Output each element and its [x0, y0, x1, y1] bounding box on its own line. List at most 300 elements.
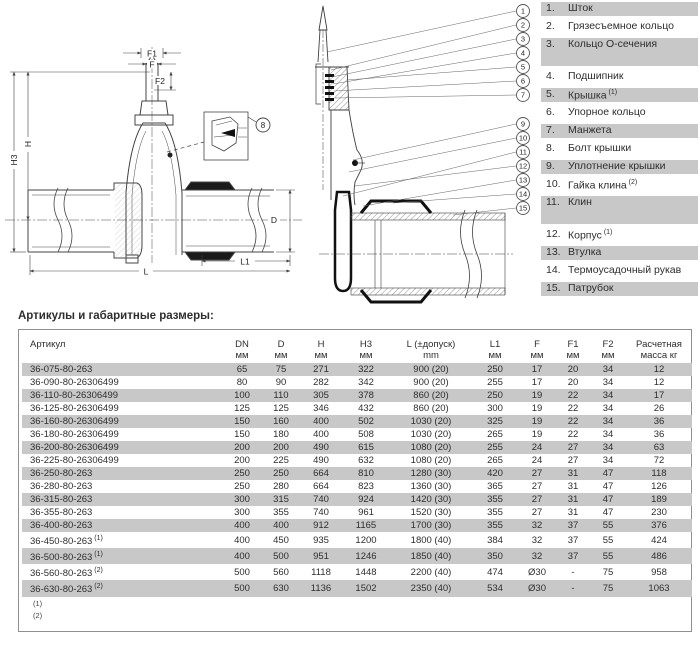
table-row — [22, 428, 692, 441]
column-unit: mm — [423, 350, 439, 361]
parts-list-item — [541, 264, 698, 278]
table-cell: 615 — [342, 441, 390, 454]
table-cell: 250 — [262, 467, 300, 480]
table-cell: 36 — [626, 415, 692, 428]
table-cell: 1280 (30) — [390, 467, 472, 480]
table-cell: 1360 (30) — [410, 481, 452, 492]
detail-callout-number: 8 — [260, 121, 266, 130]
table-cell: 1700 (30) — [390, 519, 472, 532]
article-cell: 36-225-80-26306499 — [30, 455, 119, 466]
table-cell: 22 — [556, 415, 590, 428]
row-footnote-marker: (2) — [92, 583, 103, 591]
table-row — [22, 454, 692, 467]
parts-list-item — [541, 20, 698, 34]
detail-inset — [167, 112, 270, 160]
column-header: L1 — [489, 339, 501, 350]
column-header-row — [22, 334, 692, 350]
valve-side-view-diagram — [2, 25, 307, 310]
table-cell: 2350 (40) — [390, 580, 472, 596]
callout-leader-line — [327, 11, 516, 52]
table-footnotes — [33, 598, 42, 622]
callout-number: 3 — [520, 34, 526, 44]
table-cell: 17 — [518, 363, 556, 376]
table-cell: - — [556, 580, 590, 596]
callout-number: 12 — [518, 161, 528, 171]
table-cell: 900 (20) — [390, 363, 472, 376]
column-header: F1 — [567, 339, 579, 350]
table-cell: 19 — [531, 403, 543, 414]
table-cell: 365 — [487, 481, 503, 492]
table-cell: 632 — [358, 455, 374, 466]
callout-number: 13 — [518, 175, 528, 185]
table-cell: 355 — [472, 519, 518, 532]
table-cell: 32 — [518, 519, 556, 532]
footnote: (2) — [33, 611, 43, 620]
table-cell: 355 — [487, 507, 503, 518]
part-number: 4. — [546, 70, 555, 82]
column-unit: мм — [530, 350, 544, 361]
table-row — [22, 441, 692, 454]
table-cell: 1520 (30) — [410, 507, 452, 518]
part-label: Крышка $^{(1)}$ — [568, 89, 618, 102]
table-cell: 250 — [472, 363, 518, 376]
table-cell: 22 — [567, 403, 579, 414]
table-cell: 1246 — [342, 548, 390, 564]
table-cell: 424 — [651, 534, 667, 546]
cross-section-artwork — [315, 6, 513, 302]
column-header: H3 — [359, 339, 373, 350]
table-cell: 630 — [262, 580, 300, 596]
callout-leader-line — [349, 138, 516, 172]
article-cell: 36-125-80-26306499 — [30, 403, 119, 414]
part-number: 11. — [546, 196, 560, 208]
table-cell: 250 — [234, 481, 250, 492]
callout-leader-line — [334, 81, 516, 91]
table-cell: 20 — [556, 363, 590, 376]
table-cell: 12 — [653, 377, 665, 388]
table-cell: 31 — [556, 467, 590, 480]
table-cell: 230 — [651, 507, 667, 518]
table-cell: 810 — [342, 467, 390, 480]
part-number: 1. — [546, 2, 555, 14]
table-row — [22, 493, 692, 506]
parts-list-item — [541, 2, 698, 16]
parts-list-item — [541, 124, 698, 138]
callout-number: 2 — [520, 20, 526, 30]
table-cell: 34 — [590, 363, 626, 376]
callout-number: 14 — [518, 189, 528, 199]
table-cell: 486 — [626, 548, 692, 564]
table-cell: 27 — [567, 455, 579, 466]
part-number: 6. — [546, 106, 555, 118]
table-cell: 47 — [602, 507, 614, 518]
table-cell: 400 — [234, 534, 250, 546]
table-cell: 47 — [602, 481, 614, 492]
table-cell: 1420 (30) — [390, 493, 472, 506]
dimension-lines — [10, 48, 295, 275]
table-cell: 37 — [556, 548, 590, 564]
table-row — [22, 467, 692, 480]
table-cell: 355 — [273, 507, 289, 518]
table-cell: 420 — [472, 467, 518, 480]
parts-list-item — [541, 106, 698, 120]
table-cell: 250 — [222, 467, 262, 480]
table-cell: 90 — [275, 377, 287, 388]
table-cell: 55 — [590, 548, 626, 564]
article-cell: 36-560-80-263 $^{(2)}$ — [30, 567, 103, 580]
part-label: Патрубок — [568, 282, 614, 294]
table-cell: 860 (20) — [413, 403, 449, 414]
part-label: Клин — [568, 196, 592, 208]
table-cell: 37 — [556, 519, 590, 532]
table-cell: 1200 — [355, 534, 377, 546]
table-cell: 31 — [567, 507, 579, 518]
table-cell: 912 — [300, 519, 342, 532]
parts-list-item — [541, 196, 698, 224]
part-number: 13. — [546, 246, 561, 258]
table-cell: 500 — [262, 548, 300, 564]
section-title: Артикулы и габаритные размеры: — [18, 310, 214, 322]
table-cell: 265 — [487, 455, 503, 466]
table-cell: 490 — [313, 455, 329, 466]
parts-list-item — [541, 88, 698, 102]
table-cell: 47 — [590, 493, 626, 506]
table-cell: 400 — [300, 415, 342, 428]
article-cell: 36-090-80-26306499 — [30, 377, 119, 388]
table-cell: 300 — [222, 493, 262, 506]
dim-label-d: D — [270, 215, 278, 225]
table-cell: 31 — [567, 481, 579, 492]
table-cell: 150 — [234, 429, 250, 440]
table-cell: 1030 (20) — [390, 415, 472, 428]
callout-leader-line — [347, 67, 516, 80]
table-cell: 100 — [222, 389, 262, 402]
dim-label-l1: L1 — [240, 256, 250, 267]
table-row — [22, 506, 692, 519]
column-header: Расчетная — [636, 339, 682, 350]
table-cell: 384 — [487, 534, 503, 546]
table-cell: 27 — [531, 481, 543, 492]
table-cell: 22 — [556, 389, 590, 402]
callout-leader-line — [393, 194, 516, 203]
table-cell: 560 — [273, 566, 289, 578]
table-cell: 1030 (20) — [410, 429, 452, 440]
table-cell: 400 — [262, 519, 300, 532]
table-cell: 19 — [518, 389, 556, 402]
part-label: Манжета — [568, 124, 612, 136]
column-header: DN — [235, 339, 249, 350]
column-unit: мм — [314, 350, 328, 361]
callout-number: 5 — [520, 62, 526, 72]
article-cell: 36-075-80-263 — [22, 363, 222, 376]
table-row — [22, 532, 692, 548]
parts-list-item — [541, 178, 698, 192]
callout-leader-line — [355, 166, 516, 186]
table-cell: 200 — [222, 441, 262, 454]
table-row — [22, 402, 692, 415]
table-cell: 255 — [472, 441, 518, 454]
table-cell: 55 — [590, 519, 626, 532]
table-cell: 27 — [518, 467, 556, 480]
part-label: Втулка — [568, 246, 602, 258]
table-cell: 55 — [602, 534, 614, 546]
column-unit: масса кг — [640, 350, 678, 361]
article-cell: 36-630-80-263 $^{(2)}$ — [22, 580, 222, 596]
table-cell: 500 — [234, 566, 250, 578]
table-cell: 150 — [222, 415, 262, 428]
part-label: Гайка клина $^{(2)}$ — [568, 179, 638, 192]
article-cell: 36-110-80-26306499 — [22, 389, 222, 402]
callout-leader-line — [343, 152, 516, 196]
parts-list-item — [541, 142, 698, 156]
column-header: F2 — [602, 339, 614, 350]
table-cell: 225 — [273, 455, 289, 466]
table-cell: 27 — [531, 507, 543, 518]
article-cell: 36-500-80-263 $^{(1)}$ — [22, 548, 222, 564]
dimensions-table — [22, 334, 692, 597]
table-cell: 315 — [262, 493, 300, 506]
part-footnote-marker: (1) — [606, 89, 618, 96]
table-cell: 664 — [300, 467, 342, 480]
table-cell: 400 — [222, 548, 262, 564]
article-cell: 36-315-80-263 — [22, 493, 222, 506]
column-unit-row — [22, 350, 692, 363]
table-cell: 1136 — [300, 580, 342, 596]
table-cell: 342 — [358, 377, 374, 388]
table-cell: 72 — [653, 455, 665, 466]
table-cell: 958 — [651, 566, 667, 578]
table-cell: 740 — [313, 507, 329, 518]
part-label: Уплотнение крышки — [568, 160, 666, 172]
column-unit: мм — [359, 350, 373, 361]
callout-leader-line — [331, 25, 516, 70]
table-cell: 34 — [602, 403, 614, 414]
part-number: 12. — [546, 228, 561, 240]
table-cell: 305 — [300, 389, 342, 402]
part-footnote-marker: (1) — [601, 229, 613, 236]
table-cell: 322 — [342, 363, 390, 376]
table-cell: 355 — [472, 493, 518, 506]
table-cell: 19 — [531, 429, 543, 440]
callout-number: 4 — [520, 48, 526, 58]
table-cell: 26 — [653, 403, 665, 414]
table-cell: 1118 — [311, 566, 331, 578]
table-cell: 265 — [487, 429, 503, 440]
table-cell: 860 (20) — [390, 389, 472, 402]
table-cell: 17 — [626, 389, 692, 402]
part-label: Кольцо О-сечения — [568, 38, 658, 50]
table-cell: 500 — [222, 580, 262, 596]
part-label: Грязесъемное кольцо — [568, 20, 674, 32]
row-footnote-marker: (1) — [92, 551, 103, 559]
table-cell: 34 — [590, 441, 626, 454]
table-row — [22, 363, 692, 376]
table-cell: 508 — [358, 429, 374, 440]
part-number: 14. — [546, 264, 561, 276]
table-cell: 27 — [518, 493, 556, 506]
parts-list-item — [541, 228, 698, 242]
table-cell: 300 — [487, 403, 503, 414]
table-cell: 2200 (40) — [410, 566, 452, 578]
column-unit — [22, 350, 222, 363]
table-cell: 160 — [262, 415, 300, 428]
column-header: F — [534, 339, 540, 350]
part-label: Болт крышки — [568, 142, 632, 154]
callout-leader-line — [363, 180, 516, 206]
table-cell: 1063 — [626, 580, 692, 596]
part-number: 9. — [546, 160, 555, 172]
table-cell: 34 — [602, 455, 614, 466]
table-cell: 34 — [602, 377, 614, 388]
table-cell: 490 — [300, 441, 342, 454]
table-cell: 1502 — [342, 580, 390, 596]
dim-label-h3: H3 — [9, 154, 19, 166]
table-cell: 22 — [567, 429, 579, 440]
table-cell: 36 — [653, 429, 665, 440]
table-cell: 378 — [342, 389, 390, 402]
table-cell: 31 — [556, 493, 590, 506]
table-cell: 75 — [590, 580, 626, 596]
valve-cross-section-diagram — [285, 0, 535, 305]
table-cell: 12 — [626, 363, 692, 376]
table-cell: 271 — [300, 363, 342, 376]
article-cell: 36-280-80-263 — [30, 481, 93, 492]
dim-label-l: L — [143, 266, 149, 277]
article-cell: 36-450-80-263 $^{(1)}$ — [30, 535, 103, 548]
table-cell: 80 — [236, 377, 248, 388]
table-cell: 34 — [590, 415, 626, 428]
table-cell: 935 — [313, 534, 329, 546]
table-cell: 75 — [602, 566, 614, 578]
table-cell: 125 — [273, 403, 289, 414]
article-cell: 36-400-80-263 — [22, 519, 222, 532]
part-label: Упорное кольцо — [568, 106, 646, 118]
table-cell: 32 — [531, 534, 543, 546]
dim-label-f: F — [149, 59, 155, 70]
column-unit: мм — [235, 350, 249, 361]
parts-list-item — [541, 160, 698, 174]
table-cell: 1448 — [355, 566, 377, 578]
table-cell: 17 — [531, 377, 543, 388]
table-cell: 1080 (20) — [410, 455, 452, 466]
table-cell: 63 — [626, 441, 692, 454]
table-row — [22, 389, 692, 402]
table-cell: 376 — [626, 519, 692, 532]
table-row — [22, 480, 692, 493]
table-cell: 200 — [234, 455, 250, 466]
table-cell: 180 — [273, 429, 289, 440]
table-cell: 740 — [300, 493, 342, 506]
table-cell: 900 (20) — [413, 377, 449, 388]
part-number: 10. — [546, 178, 561, 190]
table-cell: 34 — [602, 429, 614, 440]
table-cell: 125 — [234, 403, 250, 414]
column-unit: мм — [601, 350, 615, 361]
table-cell: 65 — [222, 363, 262, 376]
dimensions-table-box — [18, 329, 692, 632]
callout-column — [327, 5, 530, 216]
parts-list-item — [541, 282, 698, 296]
part-number: 7. — [546, 124, 555, 136]
dim-label-f2: F2 — [155, 76, 165, 86]
dim-label-h: H — [23, 140, 33, 148]
column-header: D — [277, 339, 285, 350]
callout-leader-line — [335, 95, 516, 98]
part-label: Термоусадочный рукав — [568, 264, 682, 276]
callout-number: 1 — [520, 6, 526, 16]
table-cell: 300 — [234, 507, 250, 518]
table-row — [22, 519, 692, 532]
table-cell: 110 — [262, 389, 300, 402]
table-cell: 20 — [567, 377, 579, 388]
table-cell: 1080 (20) — [390, 441, 472, 454]
table-row — [22, 580, 692, 596]
footnote: (1) — [33, 599, 43, 608]
table-cell: 400 — [313, 429, 329, 440]
parts-list-item — [541, 70, 698, 84]
callout-number: 6 — [520, 76, 526, 86]
part-number: 15. — [546, 282, 561, 294]
table-cell: 951 — [300, 548, 342, 564]
table-cell: 19 — [518, 415, 556, 428]
part-number: 8. — [546, 142, 555, 154]
table-cell: 189 — [626, 493, 692, 506]
article-cell: 36-250-80-263 — [22, 467, 222, 480]
table-cell: 126 — [651, 481, 667, 492]
table-cell: 961 — [358, 507, 374, 518]
part-label: Подшипник — [568, 70, 624, 82]
table-row — [22, 376, 692, 389]
column-unit: мм — [488, 350, 502, 361]
part-number: 2. — [546, 20, 555, 32]
table-cell: 24 — [518, 441, 556, 454]
table-cell: Ø30 — [528, 566, 546, 578]
table-cell: 250 — [472, 389, 518, 402]
part-number: 5. — [546, 88, 555, 100]
dim-label-f1: F1 — [147, 48, 157, 59]
column-header: H — [317, 339, 325, 350]
article-cell: 36-200-80-26306499 — [22, 441, 222, 454]
table-cell: 823 — [358, 481, 374, 492]
row-footnote-marker: (2) — [92, 567, 103, 575]
table-cell: Ø30 — [518, 580, 556, 596]
table-cell: 534 — [472, 580, 518, 596]
table-cell: 400 — [222, 519, 262, 532]
table-cell: 474 — [487, 566, 503, 578]
parts-list — [541, 2, 698, 300]
table-cell: 280 — [273, 481, 289, 492]
table-cell: 502 — [342, 415, 390, 428]
table-cell: 1800 (40) — [410, 534, 452, 546]
table-cell: 346 — [313, 403, 329, 414]
table-cell: 255 — [487, 377, 503, 388]
parts-list-item — [541, 38, 698, 66]
part-label: Шток — [568, 2, 593, 14]
table-cell: 924 — [342, 493, 390, 506]
part-footnote-marker: (2) — [626, 179, 638, 186]
table-cell: 75 — [262, 363, 300, 376]
table-cell: - — [571, 566, 575, 578]
callout-number: 9 — [520, 119, 526, 129]
callout-number: 7 — [520, 90, 526, 100]
table-cell: 1165 — [342, 519, 390, 532]
column-header: L (±допуск) — [406, 339, 456, 350]
part-number: 3. — [546, 38, 555, 50]
part-label: Корпус $^{(1)}$ — [568, 229, 613, 242]
callout-number: 15 — [518, 203, 528, 213]
table-cell: 32 — [518, 548, 556, 564]
article-cell: 36-160-80-26306499 — [22, 415, 222, 428]
